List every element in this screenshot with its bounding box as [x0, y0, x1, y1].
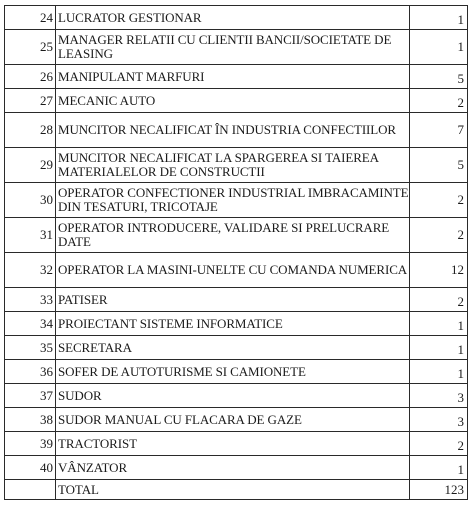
table-row [5, 312, 468, 336]
vacancy-count: 5 [410, 65, 468, 89]
row-number: 27 [5, 89, 56, 113]
table-row [5, 113, 468, 148]
row-number: 40 [5, 456, 56, 480]
table-row [5, 6, 468, 30]
occupation-name: SUDOR MANUAL CU FLACARA DE GAZE [56, 408, 410, 432]
row-number: 30 [5, 183, 56, 218]
vacancy-count: 3 [410, 384, 468, 408]
table-row [5, 218, 468, 253]
occupation-name: MANIPULANT MARFURI [56, 65, 410, 89]
occupation-name: PROIECTANT SISTEME INFORMATICE [56, 312, 410, 336]
row-number: 35 [5, 336, 56, 360]
occupation-name: MUNCITOR NECALIFICAT ÎN INDUSTRIA CONFECTIILOR [56, 113, 410, 148]
vacancy-count: 7 [410, 113, 468, 148]
vacancy-count: 5 [410, 148, 468, 183]
row-number: 39 [5, 432, 56, 456]
vacancy-count: 2 [410, 183, 468, 218]
vacancy-count: 2 [410, 89, 468, 113]
job-vacancies-table-page [4, 5, 465, 514]
occupation-name: OPERATOR LA MASINI-UNELTE CU COMANDA NUMERICA [56, 253, 410, 288]
row-number: 32 [5, 253, 56, 288]
table-body [5, 6, 468, 500]
table-row [5, 456, 468, 480]
total-count: 123 [410, 480, 468, 500]
row-number: 37 [5, 384, 56, 408]
job-vacancies-table [4, 5, 468, 500]
occupation-name: PATISER [56, 288, 410, 312]
table-total-row [5, 480, 468, 500]
total-label: TOTAL [56, 480, 410, 500]
vacancy-count: 1 [410, 360, 468, 384]
table-row [5, 432, 468, 456]
occupation-name: OPERATOR CONFECTIONER INDUSTRIAL IMBRACAMINTE DIN TESATURI, TRICOTAJE [56, 183, 410, 218]
vacancy-count: 2 [410, 218, 468, 253]
vacancy-count: 2 [410, 288, 468, 312]
table-row [5, 336, 468, 360]
row-number: 28 [5, 113, 56, 148]
occupation-name: OPERATOR INTRODUCERE, VALIDARE SI PRELUCRARE DATE [56, 218, 410, 253]
vacancy-count: 1 [410, 6, 468, 30]
occupation-name: SECRETARA [56, 336, 410, 360]
vacancy-count: 1 [410, 336, 468, 360]
table-row [5, 148, 468, 183]
occupation-name: VÂNZATOR [56, 456, 410, 480]
occupation-name: LUCRATOR GESTIONAR [56, 6, 410, 30]
vacancy-count: 1 [410, 312, 468, 336]
occupation-name: SOFER DE AUTOTURISME SI CAMIONETE [56, 360, 410, 384]
table-row [5, 253, 468, 288]
row-number: 29 [5, 148, 56, 183]
occupation-name: TRACTORIST [56, 432, 410, 456]
row-number: 33 [5, 288, 56, 312]
total-number-cell [5, 480, 56, 500]
vacancy-count: 2 [410, 432, 468, 456]
row-number: 34 [5, 312, 56, 336]
table-row [5, 408, 468, 432]
occupation-name: MECANIC AUTO [56, 89, 410, 113]
vacancy-count: 12 [410, 253, 468, 288]
row-number: 31 [5, 218, 56, 253]
occupation-name: SUDOR [56, 384, 410, 408]
table-row [5, 89, 468, 113]
vacancy-count: 3 [410, 408, 468, 432]
table-row [5, 65, 468, 89]
table-row [5, 30, 468, 65]
row-number: 25 [5, 30, 56, 65]
table-row [5, 183, 468, 218]
row-number: 38 [5, 408, 56, 432]
table-row [5, 384, 468, 408]
occupation-name: MUNCITOR NECALIFICAT LA SPARGEREA SI TAIEREA MATERIALELOR DE CONSTRUCTII [56, 148, 410, 183]
row-number: 36 [5, 360, 56, 384]
table-row [5, 360, 468, 384]
row-number: 24 [5, 6, 56, 30]
row-number: 26 [5, 65, 56, 89]
vacancy-count: 1 [410, 456, 468, 480]
vacancy-count: 1 [410, 30, 468, 65]
occupation-name: MANAGER RELATII CU CLIENTII BANCII/SOCIETATE DE LEASING [56, 30, 410, 65]
table-row [5, 288, 468, 312]
